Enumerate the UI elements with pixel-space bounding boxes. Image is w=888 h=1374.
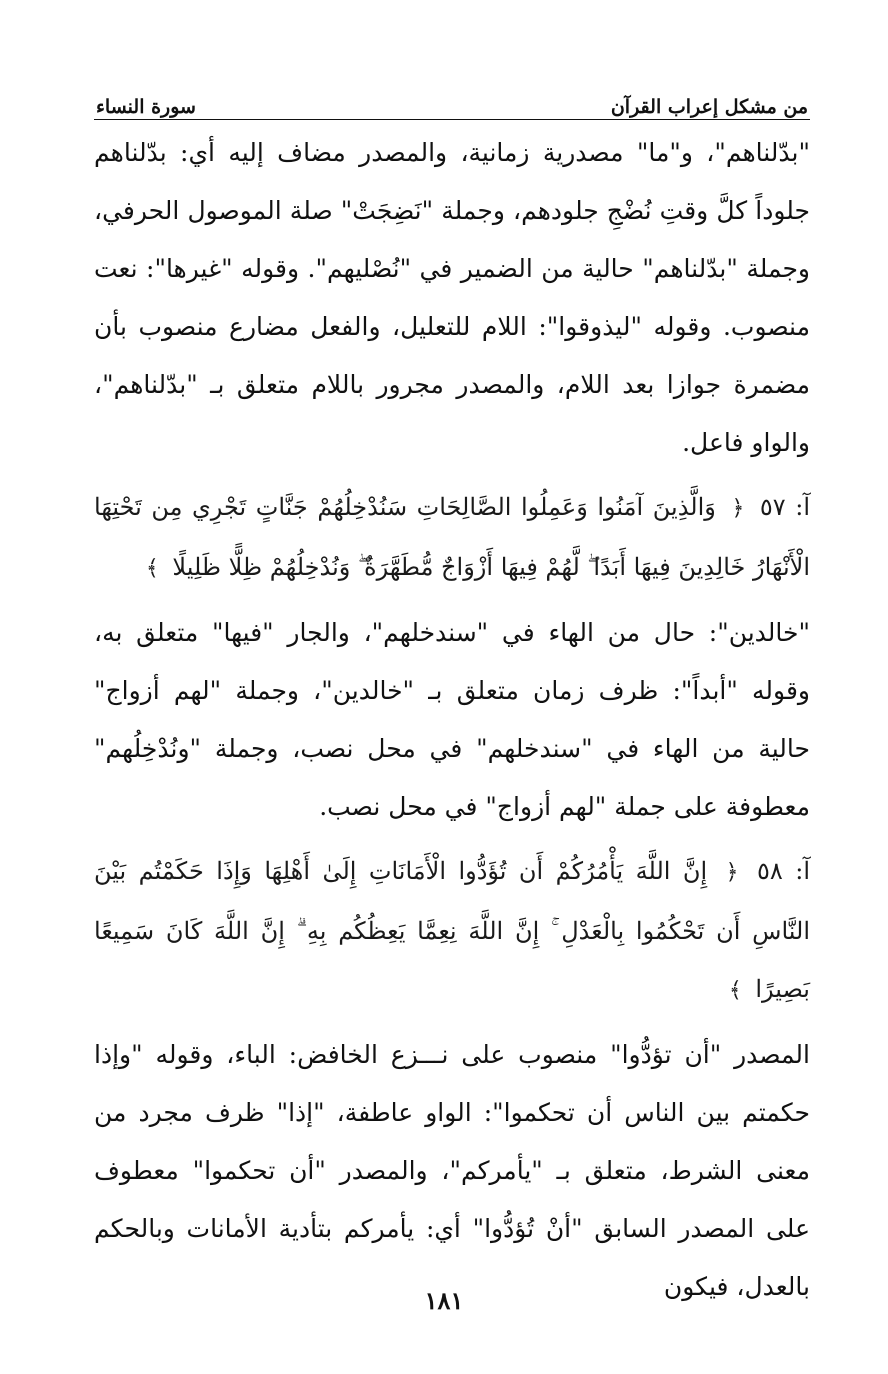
paragraph-2: "خالدين": حال من الهاء في "سندخلهم"، والجار "فيها" متعلق به، وقوله "أبداً": ظرف زمان متعلق بـ "خالدين"، وجملة "لهم أزواج" حالية من الهاء في "سندخلهم" في محل نصب، وجملة "ونُدْخِلُهم" معطوفة على جملة "لهم أزواج" في محل نصب. xyxy=(94,618,810,821)
verse-58-text: إِنَّ اللَّهَ يَأْمُرُكُمْ أَن تُؤَدُّوا الْأَمَانَاتِ إِلَىٰ أَهْلِهَا وَإِذَا حَكَمْتُم بَيْنَ النَّاسِ أَن تَحْكُمُوا بِالْعَدْلِ ۚ إِنَّ اللَّهَ نِعِمَّا يَعِظُكُم بِهِ ۗ إِنَّ اللَّهَ كَانَ سَمِيعًا بَصِيرًا xyxy=(94,857,810,1003)
verse-57-text: وَالَّذِينَ آمَنُوا وَعَمِلُوا الصَّالِحَاتِ سَنُدْخِلُهُمْ جَنَّاتٍ تَجْرِي مِن تَحْتِهَا الْأَنْهَارُ خَالِدِينَ فِيهَا أَبَدًا ۖ لَّهُمْ فِيهَا أَزْوَاجٌ مُّطَهَّرَةٌ ۖ وَنُدْخِلُهُمْ ظِلًّا ظَلِيلًا xyxy=(94,493,810,581)
verse-58-open-bracket: ﴿ xyxy=(725,860,739,885)
page-body xyxy=(94,124,810,1316)
verse-57-open-bracket: ﴿ xyxy=(731,496,745,521)
book-title: من مشكل إعراب القرآن xyxy=(610,96,808,118)
verse-57 xyxy=(94,478,810,598)
page-number: ١٨١ xyxy=(424,1286,464,1315)
verse-57-close-bracket: ﴾ xyxy=(145,556,159,581)
verse-58-close-bracket: ﴾ xyxy=(728,978,742,1003)
verse-57-reference: آ: ٥٧ xyxy=(759,493,810,521)
running-header xyxy=(96,84,808,118)
verse-58-reference: آ: ٥٨ xyxy=(757,857,810,885)
verse-58 xyxy=(94,842,810,1020)
surah-name: سورة النساء xyxy=(96,96,196,118)
paragraph-3: المصدر "أن تؤدُّوا" منصوب على نـــزع الخافض: الباء، وقوله "وإذا حكمتم بين الناس أن تحكموا": الواو عاطفة، "إذا" ظرف مجرد من معنى الشرط، متعلق بـ "يأمركم"، والمصدر "أن تحكموا" معطوف على المصدر السابق "أنْ تُؤدُّوا" أي: يأمركم بتأدية الأمانات وبالحكم بالعدل، فيكون xyxy=(94,1040,810,1301)
paragraph-1: "بدّلناهم"، و"ما" مصدرية زمانية، والمصدر مضاف إليه أي: بدّلناهم جلوداً كلَّ وقتِ نُضْجِ جلودهم، وجملة "نَضِجَتْ" صلة الموصول الحرفي، وجملة "بدّلناهم" حالية من الضمير في "نُصْليهم". وقوله "غيرها": نعت منصوب. وقوله "ليذوقوا": اللام للتعليل، والفعل مضارع منصوب بأن مضمرة جوازا بعد اللام، والمصدر مجرور باللام متعلق بـ "بدّلناهم"، والواو فاعل. xyxy=(94,138,810,457)
header-divider xyxy=(94,119,810,120)
